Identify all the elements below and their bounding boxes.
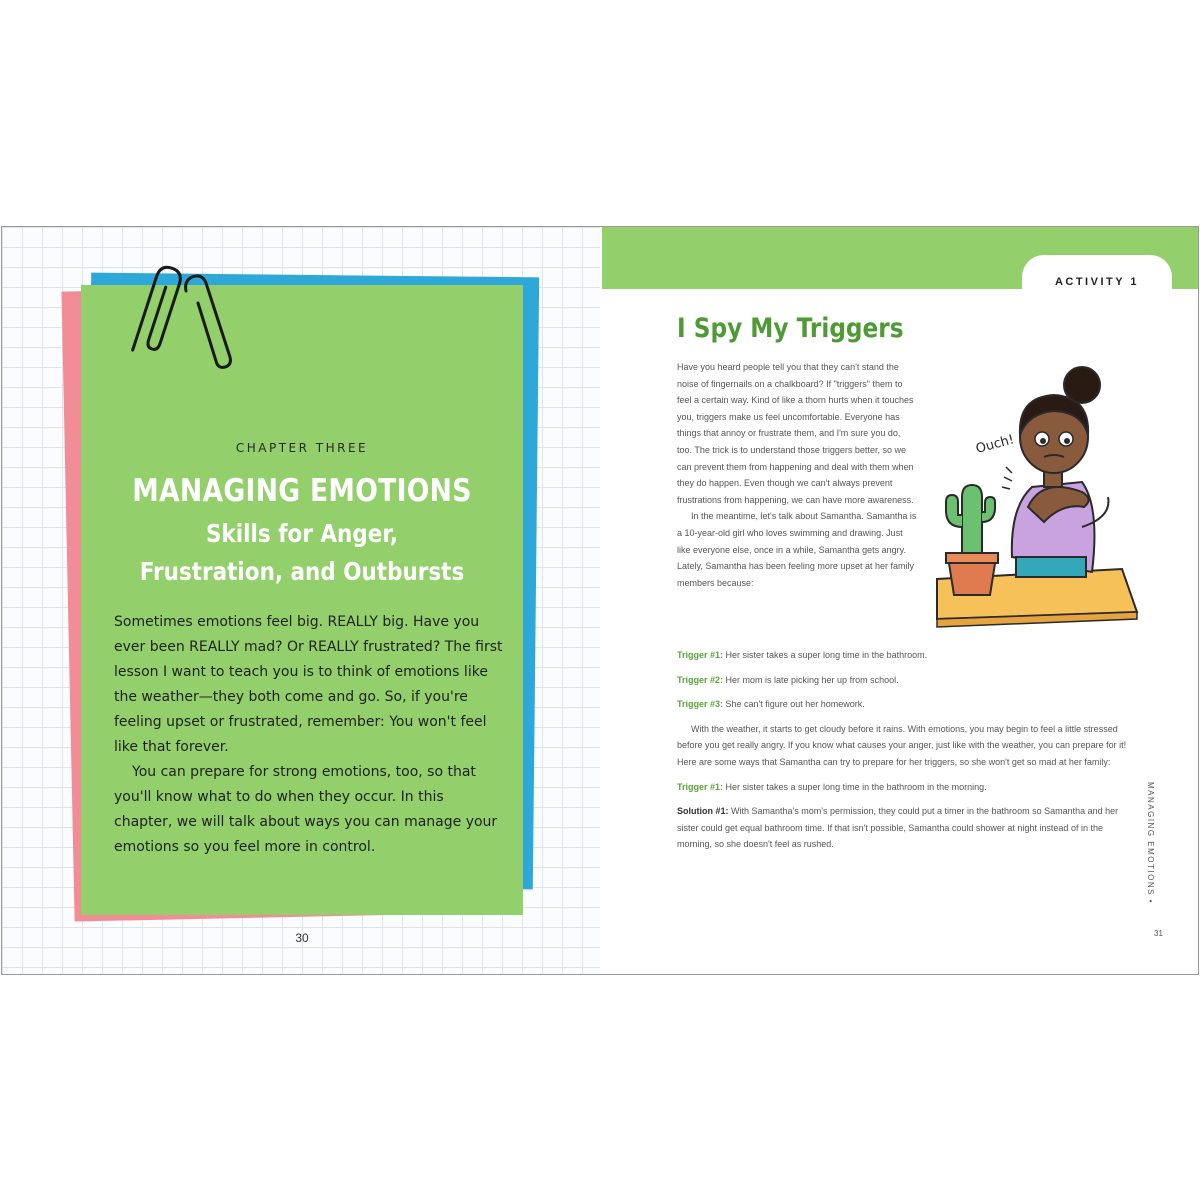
activity-intro-column: [677, 359, 917, 591]
trigger-3: [677, 696, 1137, 713]
trigger-repeat: [677, 779, 1137, 796]
trigger-repeat-label: Trigger #1:: [677, 781, 724, 792]
ouch-text: Ouch!: [974, 432, 1016, 457]
solution-1-text: With Samantha's mom's permission, they could put a timer in the bathroom so Samantha and her sister could get equal bathroom time. If that isn't possible, Samantha could shower at night instead of in the morning, so she doesn't feel as rushed.: [677, 806, 1119, 850]
page-number-right: 31: [1154, 929, 1163, 938]
trigger-1: [677, 647, 1137, 664]
chapter-intro-text: [114, 610, 506, 860]
chapter-title: MANAGING EMOTIONS: [132, 473, 472, 509]
activity-label: ACTIVITY 1: [1054, 276, 1140, 288]
activity-tab: [1022, 255, 1172, 295]
trigger-repeat-text: Her sister takes a super long time in the bathroom in the morning.: [723, 781, 987, 792]
chapter-subtitle: [112, 515, 492, 591]
trigger-3-label: Trigger #3:: [677, 699, 724, 710]
solution-1-label: Solution #1:: [677, 806, 729, 817]
paperclip-icon: [126, 261, 236, 371]
samantha-paragraph: In the meantime, let's talk about Samantha. Samantha is a 10-year-old girl who loves swimming and drawing. Just like everyone else, once in a while, Samantha gets angry. Lately, Samantha has been feeling more upset at her family members because:: [677, 511, 917, 588]
chapter-label: CHAPTER THREE: [235, 441, 369, 455]
running-head: MANAGING EMOTIONS •: [1146, 782, 1155, 904]
trigger-3-text: She can't figure out her homework.: [723, 699, 865, 710]
right-page: [602, 227, 1198, 974]
subtitle-line-2: Frustration, and Outbursts: [139, 557, 465, 586]
activity-title: I Spy My Triggers: [677, 313, 904, 344]
trigger-2: [677, 672, 1137, 689]
intro-paragraph-2: You can prepare for strong emotions, too, so that you'll know what to do when they occur. In this chapter, we will talk about ways you can manage your emotions so you feel more in control.: [114, 764, 498, 855]
solution-1: [677, 803, 1137, 853]
intro-paragraph: Have you heard people tell you that they can't stand the noise of fingernails on a chalkboard? If "triggers" them to feel a certain way. Kind of like a thorn hurts when it touches you, triggers make us feel uncomfortable. Everyone has things that annoy or frustrate them, and I'm sure you do, too. The trick is to understand those triggers better, so we can prevent them from happening and deal with them when they do happen. Even though we can't always prevent frustrations from happening, we can have more awareness.: [677, 362, 914, 505]
intro-paragraph-1: Sometimes emotions feel big. REALLY big. Have you ever been REALLY mad? Or REALLY frustrated? The first lesson I want to teach you is to think of emotions like the weather—they both come and go. So, if you're feeling upset or frustrated, remember: You won't feel like that forever.: [114, 614, 503, 755]
subtitle-line-1: Skills for Anger,: [206, 519, 398, 548]
trigger-2-text: Her mom is late picking her up from school.: [723, 674, 899, 685]
weather-paragraph: With the weather, it starts to get cloudy before it rains. With emotions, you may begin to feel a little stressed before you get really angry. If you know what causes your anger, just like with the weather, you can prepare for it! Here are some ways that Samantha can try to prepare for her triggers, so she won't get so mad at her family:: [677, 723, 1127, 767]
page-number-left: 30: [295, 931, 309, 945]
trigger-1-label: Trigger #1:: [677, 650, 724, 660]
left-page: [2, 227, 600, 974]
trigger-2-label: Trigger #2:: [677, 674, 724, 685]
trigger-1-text: Her sister takes a super long time in the bathroom.: [723, 650, 928, 660]
triggers-and-solutions: [677, 647, 1137, 861]
book-spread: [1, 226, 1199, 975]
girl-with-cactus-illustration: [932, 357, 1142, 637]
green-note-card: [81, 285, 523, 945]
